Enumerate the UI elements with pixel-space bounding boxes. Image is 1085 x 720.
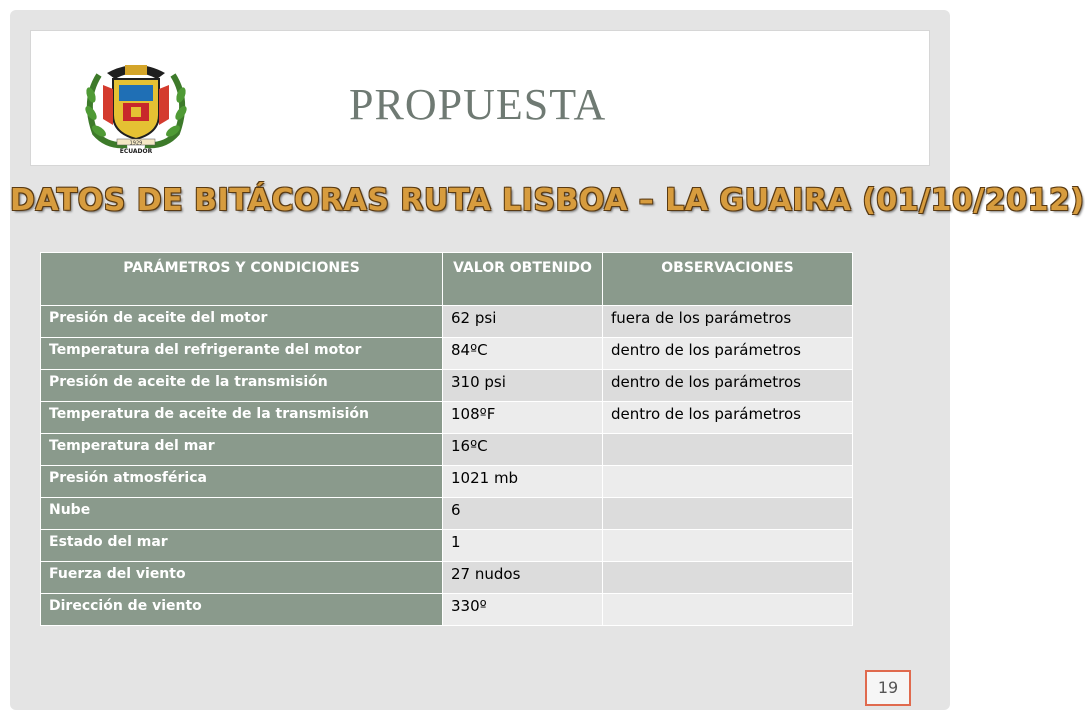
table-row [41, 402, 853, 434]
row-value: 1021 mb [443, 466, 603, 498]
row-param: Nube [41, 498, 443, 530]
row-observation: dentro de los parámetros [603, 338, 853, 370]
slide-title: PROPUESTA [349, 80, 607, 129]
row-value: 16ºC [443, 434, 603, 466]
row-param: Presión atmosférica [41, 466, 443, 498]
ecuador-emblem-logo [77, 55, 195, 157]
logo-country-text: ECUADOR [119, 148, 153, 155]
row-value: 6 [443, 498, 603, 530]
row-observation [603, 594, 853, 626]
header-parameters: PARÁMETROS Y CONDICIONES [41, 253, 443, 306]
row-value: 330º [443, 594, 603, 626]
table-row [41, 370, 853, 402]
table-row [41, 466, 853, 498]
row-param: Fuerza del viento [41, 562, 443, 594]
table-row [41, 434, 853, 466]
header-box [30, 30, 930, 166]
row-param: Temperatura de aceite de la transmisión [41, 402, 443, 434]
row-param: Dirección de viento [41, 594, 443, 626]
row-value: 62 psi [443, 306, 603, 338]
row-param: Estado del mar [41, 530, 443, 562]
table-header-row [41, 253, 853, 306]
row-param: Temperatura del refrigerante del motor [41, 338, 443, 370]
row-observation: dentro de los parámetros [603, 370, 853, 402]
logo-year-text: 1929 [129, 140, 143, 147]
row-observation [603, 466, 853, 498]
table-row [41, 498, 853, 530]
row-param: Presión de aceite del motor [41, 306, 443, 338]
row-value: 108ºF [443, 402, 603, 434]
row-value: 84ºC [443, 338, 603, 370]
table-row [41, 562, 853, 594]
row-observation [603, 530, 853, 562]
slide-subtitle: DATOS DE BITÁCORAS RUTA LISBOA – LA GUAIRA (01/10/2012) [10, 183, 1085, 218]
row-observation [603, 434, 853, 466]
row-param: Temperatura del mar [41, 434, 443, 466]
row-observation [603, 562, 853, 594]
data-table [40, 252, 853, 626]
row-value: 1 [443, 530, 603, 562]
row-value: 27 nudos [443, 562, 603, 594]
header-value: VALOR OBTENIDO [443, 253, 603, 306]
row-value: 310 psi [443, 370, 603, 402]
page-number: 19 [865, 670, 911, 706]
row-observation: dentro de los parámetros [603, 402, 853, 434]
row-param: Presión de aceite de la transmisión [41, 370, 443, 402]
row-observation [603, 498, 853, 530]
table-row [41, 594, 853, 626]
row-observation: fuera de los parámetros [603, 306, 853, 338]
table-row [41, 338, 853, 370]
header-observations: OBSERVACIONES [603, 253, 853, 306]
table-row [41, 530, 853, 562]
table-row [41, 306, 853, 338]
